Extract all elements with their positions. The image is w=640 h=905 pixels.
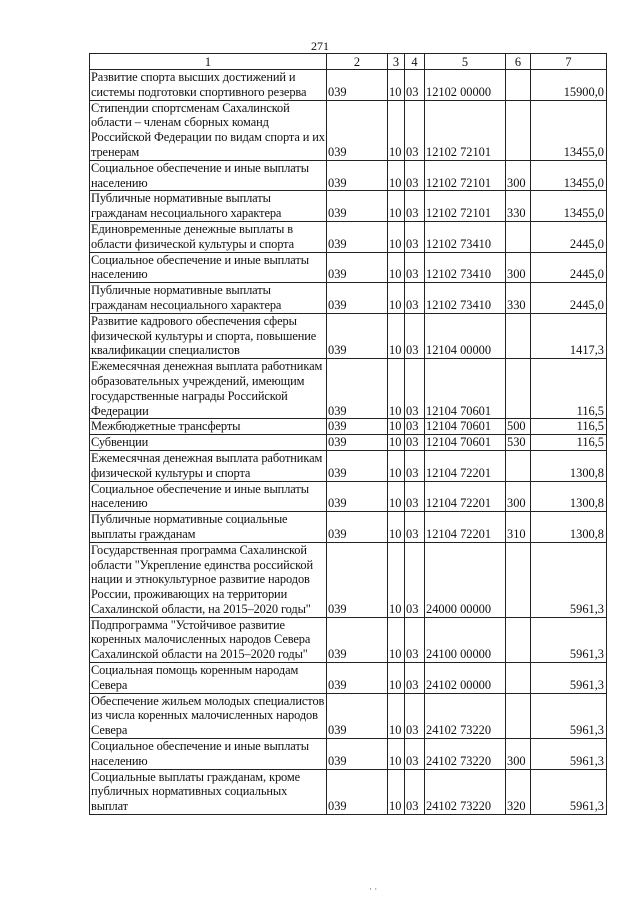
expense-type-cell (506, 359, 531, 419)
section-code-cell: 10 (388, 663, 405, 694)
expense-type-cell (506, 542, 531, 617)
section-code-cell: 10 (388, 435, 405, 451)
subsection-code-cell: 03 (405, 617, 425, 662)
subsection-code-cell: 03 (405, 663, 425, 694)
subsection-code-cell: 03 (405, 70, 425, 101)
section-code-cell: 10 (388, 70, 405, 101)
column-header: 5 (425, 54, 506, 70)
ministry-code-cell: 039 (327, 221, 388, 252)
amount-cell: 116,5 (531, 435, 607, 451)
table-row (90, 512, 607, 543)
amount-cell: 116,5 (531, 359, 607, 419)
target-article-cell: 24102 73220 (425, 769, 506, 814)
ministry-code-cell: 039 (327, 617, 388, 662)
item-name-cell: Публичные нормативные выплаты гражданам несоциального характера (90, 191, 327, 222)
target-article-cell: 12104 70601 (425, 419, 506, 435)
section-code-cell: 10 (388, 739, 405, 770)
section-code-cell: 10 (388, 419, 405, 435)
subsection-code-cell: 03 (405, 512, 425, 543)
ministry-code-cell: 039 (327, 542, 388, 617)
ministry-code-cell: 039 (327, 435, 388, 451)
section-code-cell: 10 (388, 252, 405, 283)
subsection-code-cell: 03 (405, 359, 425, 419)
table-row (90, 252, 607, 283)
table-row (90, 450, 607, 481)
column-header: 3 (388, 54, 405, 70)
expense-type-cell (506, 313, 531, 358)
item-name-cell: Государственная программа Сахалинской области "Укрепление единства российской нации и этнокультурное развитие народов России, проживающих на территории Сахалинской области, на 2015–2020 годы" (90, 542, 327, 617)
expense-type-cell: 300 (506, 481, 531, 512)
item-name-cell: Социальное обеспечение и иные выплаты населению (90, 739, 327, 770)
item-name-cell: Стипендии спортсменам Сахалинской области – членам сборных команд Российской Федерации по видам спорта и их тренерам (91, 100, 325, 159)
expense-type-cell: 320 (506, 769, 531, 814)
ministry-code-cell: 039 (327, 693, 388, 738)
item-name-cell: Социальное обеспечение и иные выплаты населению (90, 481, 327, 512)
ministry-code-cell: 039 (327, 663, 388, 694)
column-header: 7 (531, 54, 607, 70)
subsection-code-cell: 03 (405, 191, 425, 222)
item-name-cell: Подпрограмма "Устойчивое развитие коренных малочисленных народов Севера Сахалинской области на 2015–2020 годы" (90, 617, 327, 662)
amount-cell: 2445,0 (531, 252, 607, 283)
ministry-code-cell: 039 (327, 313, 388, 358)
target-article-cell: 12102 72101 (425, 160, 506, 191)
subsection-code-cell: 03 (405, 693, 425, 738)
target-article-cell: 24102 73220 (425, 693, 506, 738)
target-article-cell: 12104 72201 (425, 450, 506, 481)
item-name-cell: Социальное обеспечение и иные выплаты населению (90, 160, 327, 191)
amount-cell: 5961,3 (531, 542, 607, 617)
table-row (90, 663, 607, 694)
item-name-cell: Публичные нормативные выплаты гражданам несоциального характера (90, 283, 327, 314)
expense-type-cell: 330 (506, 283, 531, 314)
amount-cell: 13455,0 (531, 100, 607, 160)
section-code-cell: 10 (388, 160, 405, 191)
item-name-cell: Обеспечение жильем молодых специалистов из числа коренных малочисленных народов Севера (90, 693, 327, 738)
ministry-code-cell: 039 (327, 769, 388, 814)
expense-type-cell (506, 450, 531, 481)
expense-type-cell: 300 (506, 739, 531, 770)
ministry-code-cell: 039 (327, 359, 388, 419)
table-body (90, 70, 607, 815)
table-row (90, 191, 607, 222)
subsection-code-cell: 03 (405, 481, 425, 512)
ministry-code-cell: 039 (327, 739, 388, 770)
table-row (90, 70, 607, 101)
item-name-cell: Социальная помощь коренным народам Севера (90, 663, 327, 694)
target-article-cell: 24102 00000 (425, 663, 506, 694)
amount-cell: 5961,3 (531, 739, 607, 770)
expense-type-cell (506, 693, 531, 738)
item-name-cell: Ежемесячная денежная выплата работникам образовательных учреждений, имеющим государственные награды Российской Федерации (90, 359, 327, 419)
subsection-code-cell: 03 (405, 160, 425, 191)
amount-cell: 1300,8 (531, 481, 607, 512)
amount-cell: 1300,8 (531, 450, 607, 481)
table-row (90, 481, 607, 512)
item-name-cell: Субвенции (90, 435, 327, 451)
section-code-cell: 10 (388, 769, 405, 814)
ministry-code-cell: 039 (327, 191, 388, 222)
expense-type-cell: 530 (506, 435, 531, 451)
amount-cell: 13455,0 (531, 191, 607, 222)
amount-cell: 5961,3 (531, 693, 607, 738)
subsection-code-cell: 03 (405, 313, 425, 358)
section-code-cell: 10 (388, 313, 405, 358)
section-code-cell: 10 (388, 100, 405, 160)
target-article-cell: 12102 72101 (425, 191, 506, 222)
table-row (90, 221, 607, 252)
section-code-cell: 10 (388, 221, 405, 252)
expense-type-cell: 300 (506, 252, 531, 283)
subsection-code-cell: 03 (405, 100, 425, 160)
budget-table (89, 53, 607, 815)
expense-type-cell: 500 (506, 419, 531, 435)
subsection-code-cell: 03 (405, 283, 425, 314)
section-code-cell: 10 (388, 693, 405, 738)
section-code-cell: 10 (388, 512, 405, 543)
target-article-cell: 12104 72201 (425, 512, 506, 543)
item-name-cell: Межбюджетные трансферты (90, 419, 327, 435)
column-header: 6 (506, 54, 531, 70)
target-article-cell: 12104 72201 (425, 481, 506, 512)
subsection-code-cell: 03 (405, 769, 425, 814)
target-article-cell: 24102 73220 (425, 739, 506, 770)
table-row (90, 160, 607, 191)
ministry-code-cell: 039 (327, 70, 388, 101)
expense-type-cell: 330 (506, 191, 531, 222)
table-header-row (90, 54, 607, 70)
ministry-code-cell: 039 (327, 419, 388, 435)
target-article-cell: 24000 00000 (425, 542, 506, 617)
amount-cell: 13455,0 (531, 160, 607, 191)
amount-cell: 5961,3 (531, 617, 607, 662)
target-article-cell: 12104 70601 (425, 359, 506, 419)
item-name-cell: Развитие спорта высших достижений и системы подготовки спортивного резерва (90, 70, 327, 101)
target-article-cell: 12102 00000 (425, 70, 506, 101)
page-number: 271 (311, 39, 329, 53)
item-name-cell: Развитие кадрового обеспечения сферы физической культуры и спорта, повышение квалификации специалистов (90, 313, 327, 358)
target-article-cell: 12102 72101 (425, 100, 506, 160)
subsection-code-cell: 03 (405, 252, 425, 283)
subsection-code-cell: 03 (405, 435, 425, 451)
table-row (90, 100, 607, 160)
expense-type-cell (506, 663, 531, 694)
amount-cell: 2445,0 (531, 221, 607, 252)
target-article-cell: 24100 00000 (425, 617, 506, 662)
item-name-cell: Публичные нормативные социальные выплаты гражданам (90, 512, 327, 543)
item-name-cell: Социальные выплаты гражданам, кроме публичных нормативных социальных выплат (90, 769, 327, 814)
table-row (90, 617, 607, 662)
amount-cell: 15900,0 (531, 70, 607, 101)
subsection-code-cell: 03 (405, 221, 425, 252)
section-code-cell: 10 (388, 359, 405, 419)
ministry-code-cell: 039 (327, 512, 388, 543)
ministry-code-cell: 039 (327, 283, 388, 314)
table-row (90, 313, 607, 358)
expense-type-cell (506, 221, 531, 252)
amount-cell: 2445,0 (531, 283, 607, 314)
target-article-cell: 12102 73410 (425, 221, 506, 252)
table-row (90, 435, 607, 451)
table-row (90, 359, 607, 419)
scan-mark: · · (369, 884, 378, 894)
section-code-cell: 10 (388, 191, 405, 222)
amount-cell: 1417,3 (531, 313, 607, 358)
item-name-cell: Ежемесячная денежная выплата работникам физической культуры и спорта (90, 450, 327, 481)
expense-type-cell: 310 (506, 512, 531, 543)
amount-cell: 5961,3 (531, 663, 607, 694)
target-article-cell: 12104 70601 (425, 435, 506, 451)
table-row (90, 542, 607, 617)
item-name-cell: Социальное обеспечение и иные выплаты населению (90, 252, 327, 283)
item-name-cell: Единовременные денежные выплаты в области физической культуры и спорта (90, 221, 327, 252)
subsection-code-cell: 03 (405, 450, 425, 481)
section-code-cell: 10 (388, 283, 405, 314)
expense-type-cell (506, 617, 531, 662)
ministry-code-cell: 039 (327, 481, 388, 512)
target-article-cell: 12102 73410 (425, 252, 506, 283)
section-code-cell: 10 (388, 617, 405, 662)
ministry-code-cell: 039 (327, 100, 388, 160)
table-row (90, 769, 607, 814)
expense-type-cell (506, 100, 531, 160)
ministry-code-cell: 039 (327, 252, 388, 283)
expense-type-cell: 300 (506, 160, 531, 191)
ministry-code-cell: 039 (327, 160, 388, 191)
column-header: 1 (90, 54, 327, 70)
section-code-cell: 10 (388, 450, 405, 481)
table-row (90, 419, 607, 435)
subsection-code-cell: 03 (405, 739, 425, 770)
amount-cell: 116,5 (531, 419, 607, 435)
target-article-cell: 12102 73410 (425, 283, 506, 314)
subsection-code-cell: 03 (405, 542, 425, 617)
amount-cell: 1300,8 (531, 512, 607, 543)
section-code-cell: 10 (388, 542, 405, 617)
ministry-code-cell: 039 (327, 450, 388, 481)
target-article-cell: 12104 00000 (425, 313, 506, 358)
amount-cell: 5961,3 (531, 769, 607, 814)
subsection-code-cell: 03 (405, 419, 425, 435)
table-row (90, 283, 607, 314)
column-header: 4 (405, 54, 425, 70)
table-row (90, 739, 607, 770)
section-code-cell: 10 (388, 481, 405, 512)
column-header: 2 (327, 54, 388, 70)
table-row (90, 693, 607, 738)
expense-type-cell (506, 70, 531, 101)
